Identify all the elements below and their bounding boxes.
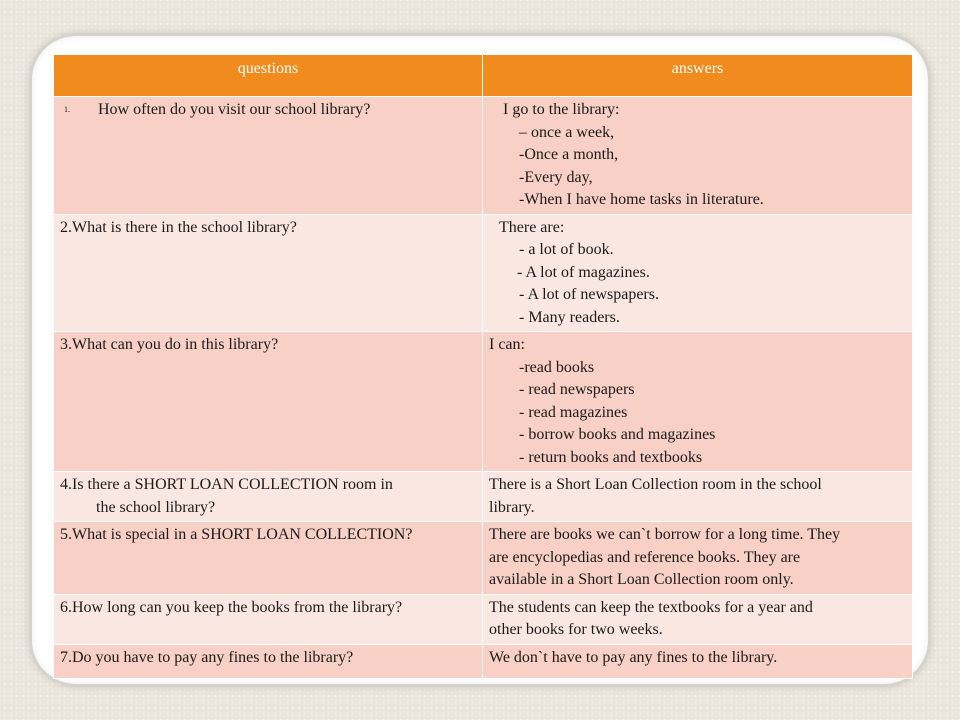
question-text: 3.What can you do in this library?	[60, 336, 279, 353]
answer-line: - return books and textbooks	[519, 448, 703, 466]
answer-line: There is a Short Loan Collection room in the school	[489, 476, 822, 493]
answer-cell	[483, 214, 913, 332]
answer-line: - read magazines	[519, 403, 628, 421]
question-cell	[54, 214, 483, 332]
question-cell	[54, 594, 483, 644]
answer-line: library.	[489, 498, 535, 516]
table-row	[54, 594, 913, 644]
header-questions: questions	[54, 55, 483, 97]
answer-cell	[483, 644, 913, 678]
table-row	[54, 644, 913, 678]
table-row	[54, 522, 913, 595]
question-cell	[54, 97, 483, 215]
table-header-row	[54, 55, 913, 97]
answer-line: -Once a month,	[519, 146, 619, 163]
question-text: 5.What is special in a SHORT LOAN COLLECTION?	[60, 526, 413, 543]
answer-cell	[483, 522, 913, 595]
answer-line: I go to the library:	[503, 101, 620, 118]
question-text: 7.Do you have to pay any fines to the library?	[60, 648, 354, 666]
answer-line: - borrow books and magazines	[519, 426, 716, 443]
question-number: 1.	[64, 105, 70, 115]
question-cell	[54, 644, 483, 678]
question-text: the school library?	[96, 498, 216, 516]
answer-line: We don`t have to pay any fines to the library.	[489, 648, 778, 666]
answer-line: I can:	[489, 336, 525, 353]
table-row	[54, 97, 913, 215]
answer-line: -read books	[519, 358, 595, 376]
question-cell	[54, 522, 483, 595]
question-text: 4.Is there a SHORT LOAN COLLECTION room in	[60, 476, 393, 493]
answer-line: – once a week,	[519, 123, 615, 141]
qa-table-container	[53, 54, 912, 679]
answer-line: - A lot of newspapers.	[519, 286, 659, 303]
question-cell	[54, 472, 483, 522]
answer-line: available in a Short Loan Collection room only.	[489, 571, 794, 588]
table-row	[54, 214, 913, 332]
answer-line: -When I have home tasks in literature.	[519, 191, 764, 208]
answer-line: There are:	[499, 218, 565, 236]
table-row	[54, 472, 913, 522]
answer-line: - a lot of book.	[519, 241, 614, 258]
answer-cell	[483, 97, 913, 215]
qa-table	[53, 54, 913, 679]
question-text: 2.What is there in the school library?	[60, 218, 297, 236]
answer-cell	[483, 332, 913, 472]
header-answers: answers	[483, 55, 913, 97]
answer-cell	[483, 594, 913, 644]
answer-line: are encyclopedias and reference books. They are	[489, 548, 801, 566]
question-cell	[54, 332, 483, 472]
answer-line: - read newspapers	[519, 381, 635, 398]
table-row	[54, 332, 913, 472]
answer-line: -Every day,	[519, 168, 593, 186]
answer-line: other books for two weeks.	[489, 621, 663, 638]
answer-cell	[483, 472, 913, 522]
answer-line: - A lot of magazines.	[517, 263, 650, 281]
answer-line: There are books we can`t borrow for a long time. They	[489, 526, 841, 543]
question-text: How often do you visit our school library?	[98, 101, 371, 118]
answer-line: The students can keep the textbooks for a year and	[489, 598, 813, 616]
answer-line: - Many readers.	[519, 308, 620, 326]
question-text: 6.How long can you keep the books from the library?	[60, 598, 403, 616]
